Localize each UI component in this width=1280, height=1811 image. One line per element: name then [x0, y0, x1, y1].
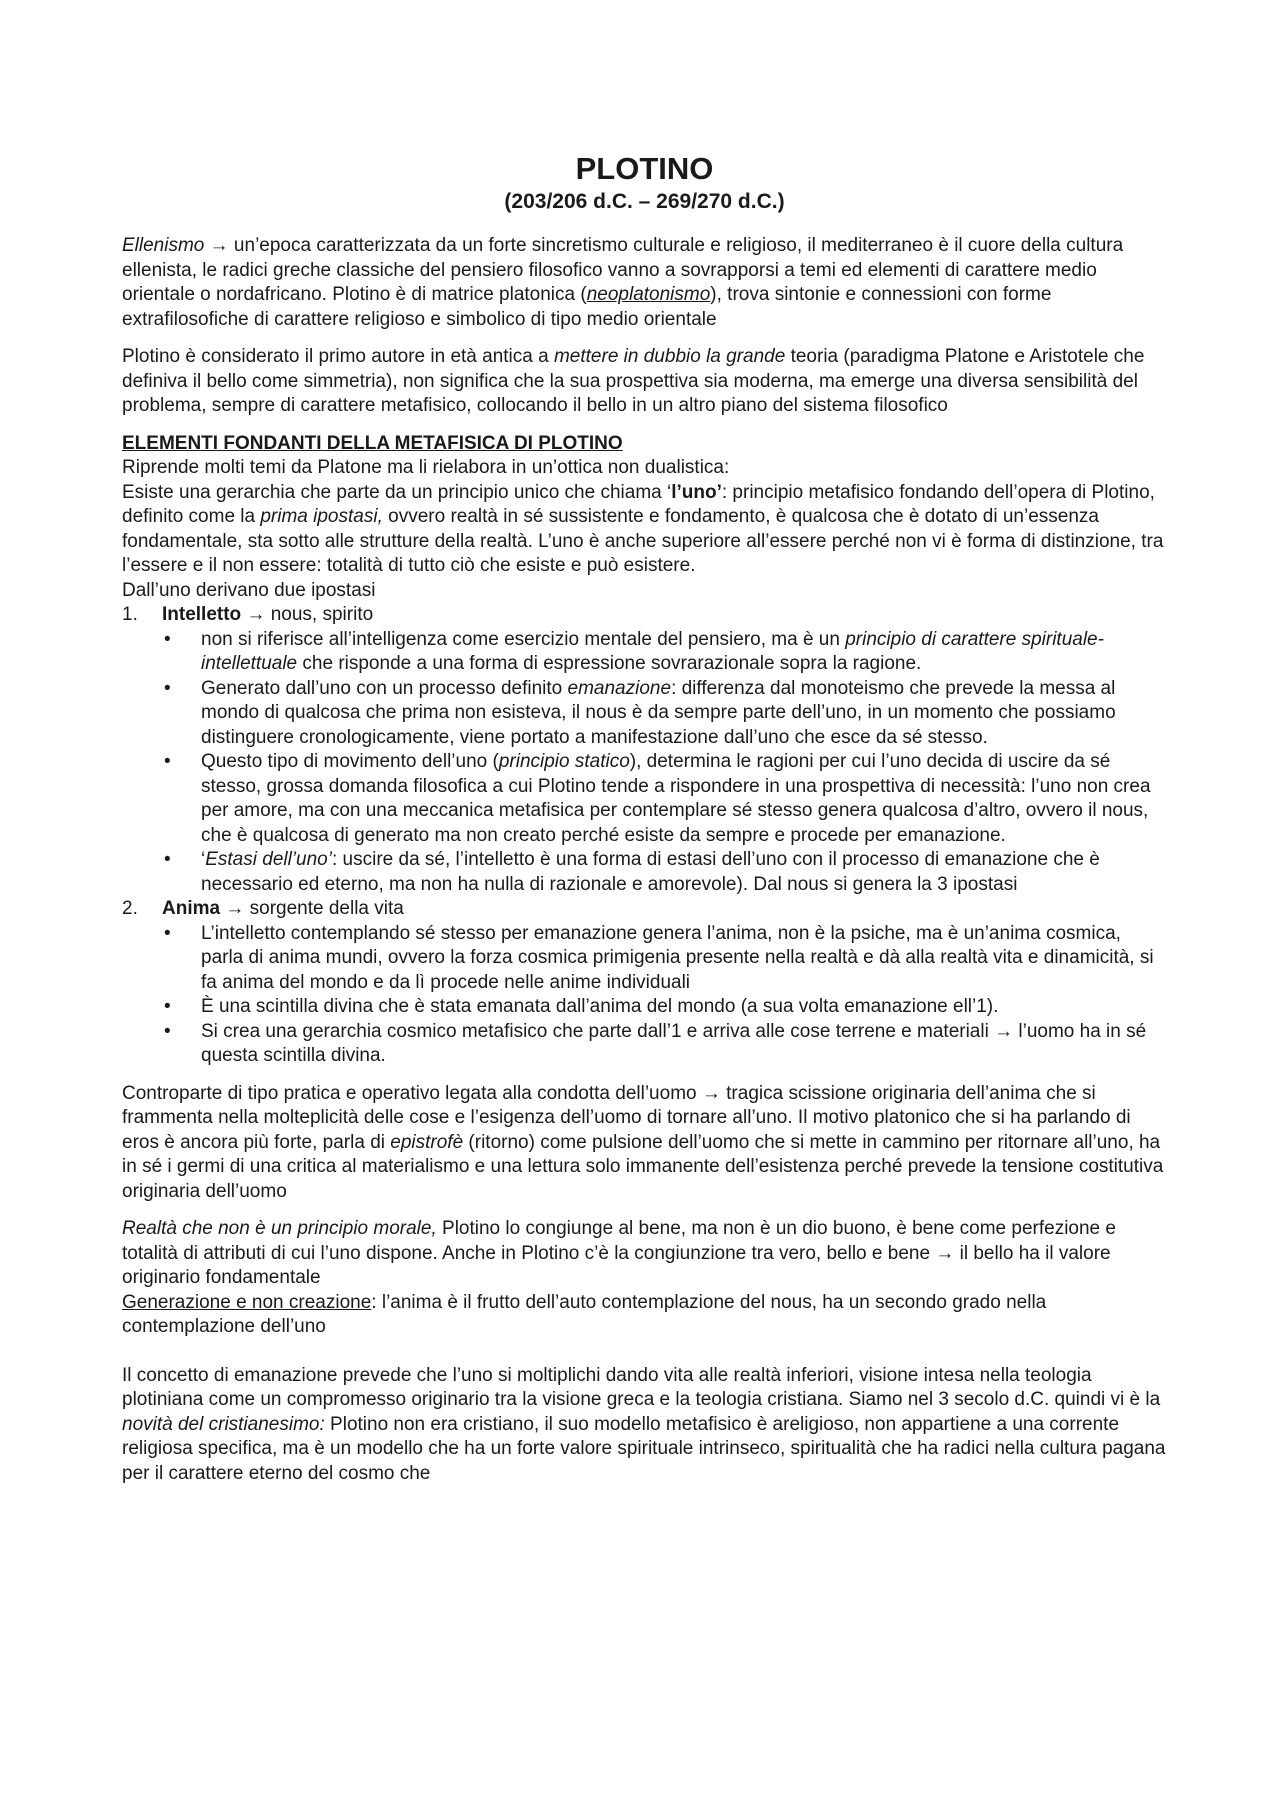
paragraph-riprende: Riprende molti temi da Platone ma li rielabora in un’ottica non dualistica: — [122, 457, 730, 478]
term-neoplatonismo: neoplatonismo — [586, 284, 711, 305]
arrow-icon: → — [209, 235, 229, 256]
paragraph-gerarchia: Esiste una gerarchia che parte da un principio unico che chiama ‘l’uno’: principio metafisico fondando dell’opera di Plotino, definito come la prima ipostasi, ovvero realtà in sé sussistente e fondamento, è qualcosa che è dotato di un’essenza fondamentale, sta sotto alle strutture della realtà. L’uno è anche superiore all’essere perché non vi è forma di distinzione, tra l’essere e il non essere: totalità di tutto ciò che esiste e può esistere. — [122, 481, 1164, 576]
list-item-anima: 2. Anima → sorgente della vita — [122, 897, 1167, 922]
arrow-icon: → — [225, 898, 245, 919]
paragraph-controparte: Controparte di tipo pratica e operativo legata alla condotta dell’uomo → tragica scissione originaria dell’anima che si frammenta nella molteplicità delle cose e l’esigenza dell’uomo di tornare all’uno. Il motivo platonico che si ha parlando di eros è ancora più forte, parla di epistrofè (ritorno) come pulsione dell’uomo che si mette in cammino per ritornare all’uno, ha in sé i germi di una critica al materialismo e una lettura solo immanente dell’esistenza perché prevede la tensione costitutiva originaria dell’uomo — [122, 1082, 1164, 1202]
arrow-icon: → — [701, 1082, 721, 1104]
list-item-intelletto: 1. Intelletto → nous, spirito — [122, 603, 1167, 628]
bullet-list-anima — [122, 922, 1167, 1069]
bullet-list-intelletto — [122, 628, 1167, 898]
list-item: • non si riferisce all’intelligenza come esercizio mentale del pensiero, ma è un principio di carattere spirituale-intellettuale che risponde a una forma di espressione sovrarazionale sopra la ragione. — [164, 628, 1104, 674]
list-number: 2. — [122, 898, 138, 919]
bullet-icon: • — [164, 677, 171, 699]
bullet-icon: • — [164, 996, 171, 1017]
document-title: PLOTINO — [575, 151, 714, 186]
paragraph-emanazione: Il concetto di emanazione prevede che l’uno si moltiplichi dando vita alle realtà inferiori, visione intesa nella teologia plotiniana come un compromesso originario tra la visione greca e la teologia cristiana. Siamo nel 3 secolo d.C. quindi vi è la novità del cristianesimo: Plotino non era cristiano, il suo modello metafisico è areligioso, non appartiene a una corrente religiosa specifica, ma è un modello che ha un forte valore spirituale intrinseco, spiritualità che ha radici nella cultura pagana per il carattere eterno del cosmo che — [122, 1364, 1166, 1484]
arrow-icon: → — [994, 1020, 1014, 1042]
term-ellenismo: Ellenismo — [122, 235, 205, 256]
document-dates: (203/206 d.C. – 269/270 d.C.) — [504, 190, 785, 213]
bullet-icon: • — [164, 628, 171, 650]
bullet-icon: • — [164, 922, 171, 944]
paragraph-generazione: Generazione e non creazione: l’anima è il frutto dell’auto contemplazione del nous, ha un secondo grado nella contemplazione dell’uno — [122, 1291, 1047, 1337]
paragraph-ipostasi: Dall’uno derivano due ipostasi — [122, 579, 376, 601]
arrow-icon: → — [246, 604, 266, 625]
document-page — [122, 150, 1167, 1486]
list-item: • L’intelletto contemplando sé stesso per emanazione genera l’anima, non è la psiche, ma è un’anima cosmica, parla di anima mundi, ovvero la forza cosmica primigenia presente nella realtà e dà alla realtà vita e dinamicità, si fa anima del mondo e da lì procede nelle anime individuali — [164, 922, 1154, 993]
section-heading: ELEMENTI FONDANTI DELLA METAFISICA DI PLOTINO — [122, 432, 623, 454]
list-item: • È una scintilla divina che è stata emanata dall’anima del mondo (a sua volta emanazione ell’1). — [122, 995, 1167, 1020]
list-number: 1. — [122, 604, 138, 625]
list-item: • Si crea una gerarchia cosmico metafisico che parte dall’1 e arriva alle cose terrene e materiali → l’uomo ha in sé questa scintilla divina. — [164, 1020, 1147, 1066]
list-item: • ‘Estasi dell’uno’: uscire da sé, l’intelletto è una forma di estasi dell’uno con il processo di emanazione che è necessario ed eterno, ma non ha nulla di razionale e amorevole). Dal nous si genera la 3 ipostasi — [164, 849, 1100, 895]
paragraph-bello: Plotino è considerato il primo autore in età antica a mettere in dubbio la grande teoria (paradigma Platone e Aristotele che definiva il bello come simmetria), non significa che la sua prospettiva sia moderna, ma emerge una diversa sensibilità del problema, sempre di carattere metafisico, collocando il bello in un altro piano del sistema filosofico — [122, 346, 1145, 416]
list-item: • Questo tipo di movimento dell’uno (principio statico), determina le ragioni per cui l’uno decida di uscire da sé stesso, grossa domanda filosofica a cui Plotino tende a rispondere in una prospettiva di necessità: l’uno non crea per amore, ma con una meccanica metafisica per contemplare sé stesso genera qualcosa d’altro, ovvero il nous, che è qualcosa di generato ma non creato perché esiste da sempre e procede per emanazione. — [164, 751, 1151, 846]
arrow-icon: → — [935, 1242, 955, 1264]
bullet-icon: • — [164, 751, 171, 772]
bullet-icon: • — [164, 1020, 171, 1042]
list-item: • Generato dall’uno con un processo definito emanazione: differenza dal monoteismo che prevede la messa al mondo di qualcosa che prima non esisteva, il nous è da sempre parte dell’uno, in un momento che possiamo distinguere cronologicamente, viene portato a manifestazione dall’uno che esce da sé stesso. — [164, 677, 1116, 748]
paragraph-realta: Realtà che non è un principio morale, Plotino lo congiunge al bene, ma non è un dio buono, è bene come perfezione e totalità di attributi di cui l’uno dispone. Anche in Plotino c’è la congiunzione tra vero, bello e bene → il bello ha il valore originario fondamentale — [122, 1218, 1116, 1288]
bullet-icon: • — [164, 849, 171, 870]
paragraph-ellenismo: Ellenismo → un’epoca caratterizzata da un forte sincretismo culturale e religioso, il mediterraneo è il cuore della cultura ellenista, le radici greche classiche del pensiero filosofico vanno a sovrapporsi a temi ed elementi di carattere medio orientale o nordafricano. Plotino è di matrice platonica (neoplatonismo), trova sintonie e connessioni con forme extrafilosofiche di carattere religioso e simbolico di tipo medio orientale — [122, 235, 1124, 330]
